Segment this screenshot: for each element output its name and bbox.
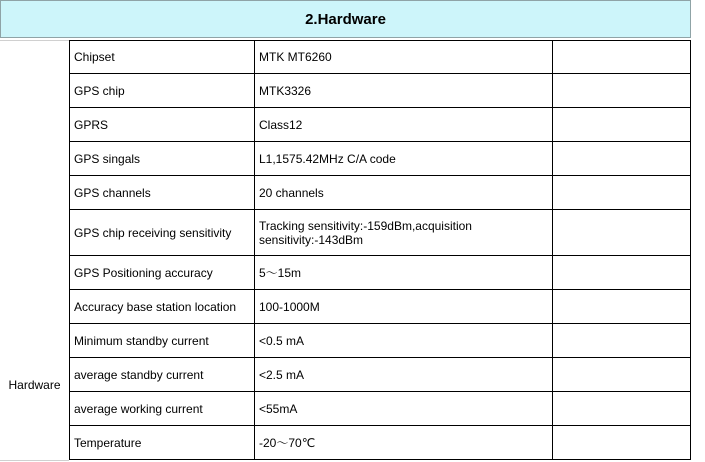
- row-extra-cell[interactable]: [553, 426, 691, 460]
- row-label: Temperature: [74, 435, 142, 450]
- row-value-cell[interactable]: [255, 142, 553, 176]
- row-value-cell[interactable]: [255, 358, 553, 392]
- row-label-cell[interactable]: [69, 256, 255, 290]
- gridline: [0, 460, 69, 461]
- row-label-cell[interactable]: [69, 358, 255, 392]
- row-label-cell[interactable]: [69, 324, 255, 358]
- row-extra-cell[interactable]: [553, 108, 691, 142]
- row-value: <55mA: [259, 401, 298, 416]
- hardware-table: [0, 40, 705, 462]
- row-label: Chipset: [74, 49, 115, 64]
- side-header-cell[interactable]: [0, 40, 69, 460]
- row-label-cell[interactable]: [69, 290, 255, 324]
- row-extra-cell[interactable]: [553, 210, 691, 256]
- row-value-cell[interactable]: [255, 324, 553, 358]
- row-label-cell[interactable]: [69, 108, 255, 142]
- row-extra-cell[interactable]: [553, 176, 691, 210]
- row-value: -20～70℃: [259, 435, 316, 450]
- row-extra-cell[interactable]: [553, 74, 691, 108]
- row-value: <0.5 mA: [259, 333, 305, 348]
- row-extra-cell[interactable]: [553, 358, 691, 392]
- row-value-cell[interactable]: [255, 176, 553, 210]
- side-header-label: Hardware: [8, 378, 61, 392]
- row-label-cell[interactable]: [69, 210, 255, 256]
- row-value-cell[interactable]: [255, 40, 553, 74]
- row-value-cell[interactable]: [255, 74, 553, 108]
- row-label: GPS channels: [74, 185, 151, 200]
- row-value-cell[interactable]: [255, 210, 553, 256]
- row-value: MTK MT6260: [259, 49, 332, 64]
- row-label: GPS chip receiving sensitivity: [74, 225, 232, 240]
- section-title: 2.Hardware: [305, 10, 386, 28]
- row-label: GPS Positioning accuracy: [74, 265, 213, 280]
- row-label: average working current: [74, 401, 203, 416]
- row-label: average standby current: [74, 367, 204, 382]
- row-value: 5～15m: [259, 265, 302, 280]
- row-value: Class12: [259, 117, 303, 132]
- row-value-cell[interactable]: [255, 290, 553, 324]
- row-value-cell[interactable]: [255, 426, 553, 460]
- row-value: Tracking sensitivity:-159dBm,acquisition sensitivity:-143dBm: [259, 218, 472, 247]
- row-label: Accuracy base station location: [74, 299, 237, 314]
- row-label: GPRS: [74, 117, 109, 132]
- row-value-cell[interactable]: [255, 256, 553, 290]
- row-label-cell[interactable]: [69, 40, 255, 74]
- row-value: 20 channels: [259, 185, 324, 200]
- row-label: Minimum standby current: [74, 333, 209, 348]
- row-extra-cell[interactable]: [553, 324, 691, 358]
- row-label: GPS chip: [74, 83, 125, 98]
- row-value: 100-1000M: [259, 299, 320, 314]
- row-extra-cell[interactable]: [553, 290, 691, 324]
- row-extra-cell[interactable]: [553, 40, 691, 74]
- row-label-cell[interactable]: [69, 142, 255, 176]
- row-value: <2.5 mA: [259, 367, 305, 382]
- section-title-cell[interactable]: [0, 0, 691, 38]
- row-value-cell[interactable]: [255, 392, 553, 426]
- row-label-cell[interactable]: [69, 74, 255, 108]
- row-value-cell[interactable]: [255, 108, 553, 142]
- row-label-cell[interactable]: [69, 392, 255, 426]
- row-extra-cell[interactable]: [553, 392, 691, 426]
- row-extra-cell[interactable]: [553, 256, 691, 290]
- row-label-cell[interactable]: [69, 176, 255, 210]
- row-extra-cell[interactable]: [553, 142, 691, 176]
- row-value: MTK3326: [259, 83, 312, 98]
- row-value: L1,1575.42MHz C/A code: [259, 151, 396, 166]
- row-label: GPS singals: [74, 151, 141, 166]
- row-label-cell[interactable]: [69, 426, 255, 460]
